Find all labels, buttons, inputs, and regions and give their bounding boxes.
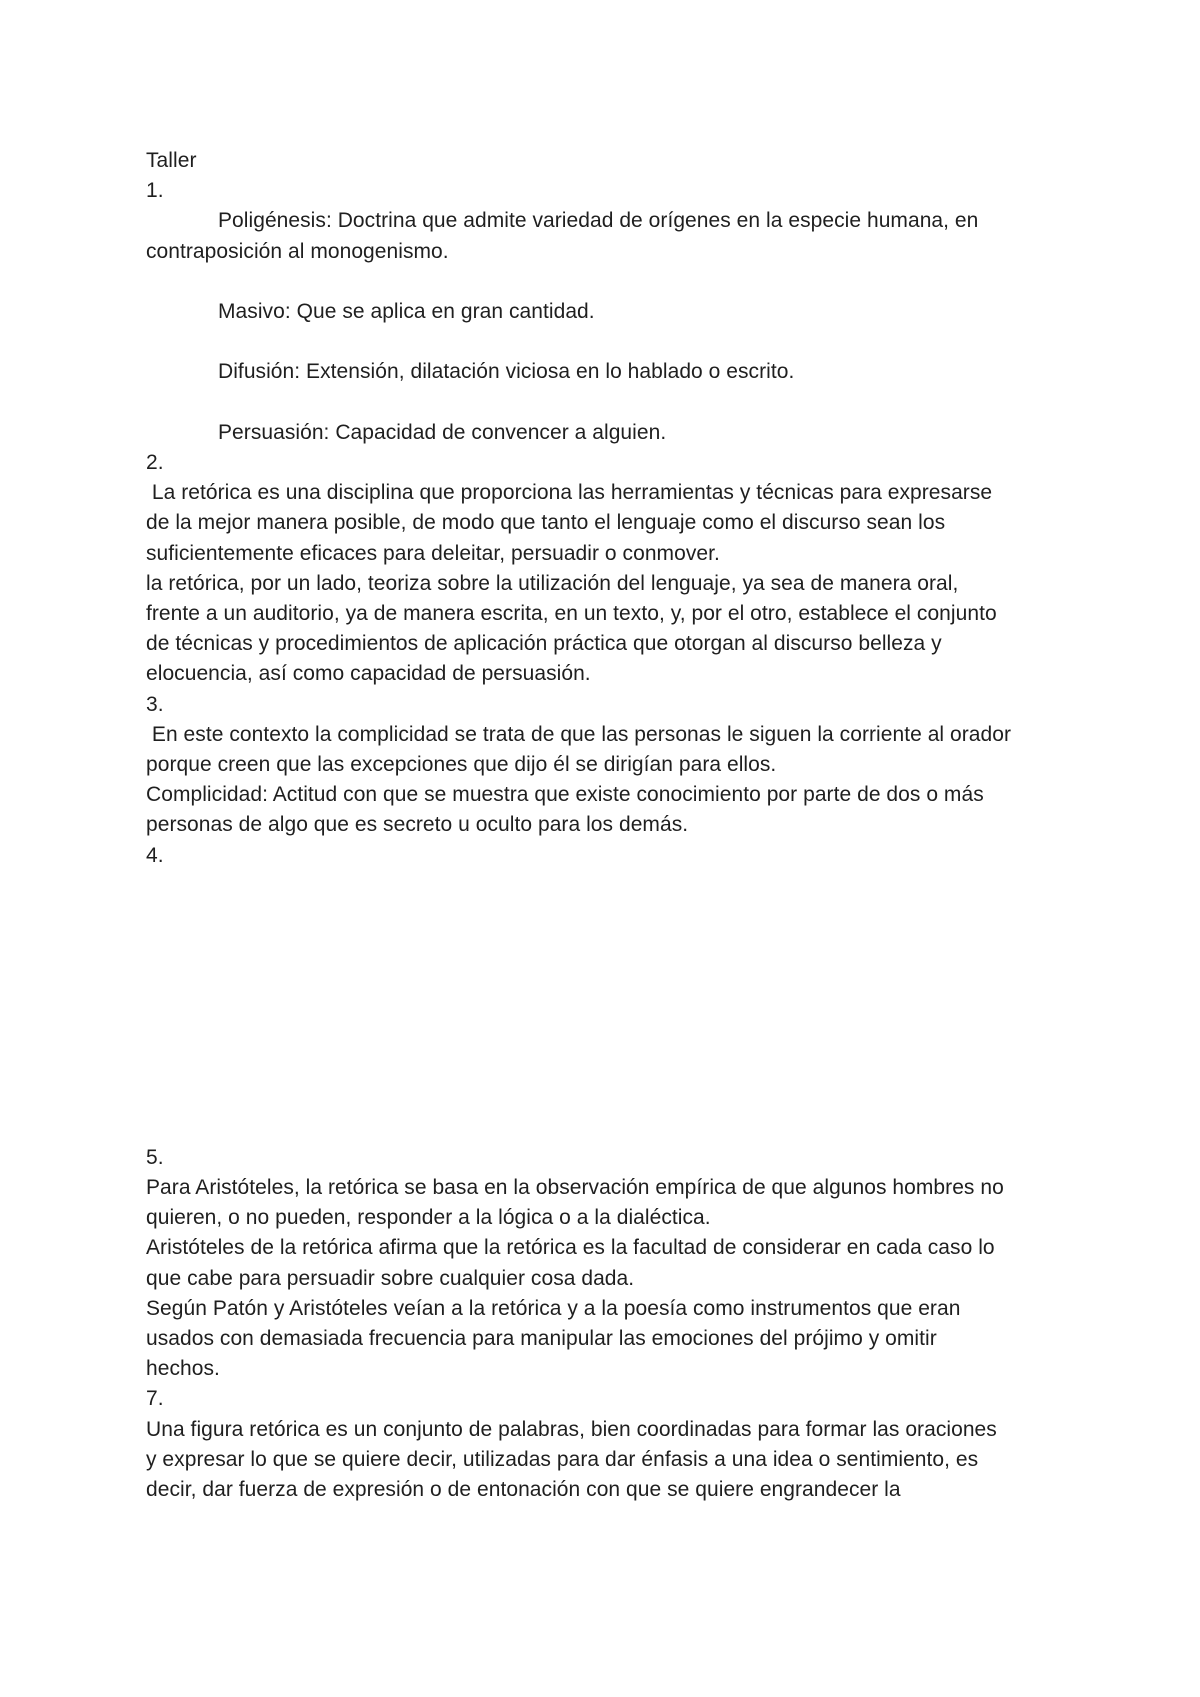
paragraph-line: Aristóteles de la retórica afirma que la retórica es la facultad de considerar en cada caso lo xyxy=(146,1236,995,1260)
paragraph-line: personas de algo que es secreto u oculto para los demás. xyxy=(146,813,689,837)
bullet-item-masivo xyxy=(146,297,1086,327)
section-4-number: 4. xyxy=(146,843,164,867)
paragraph-line: Para Aristóteles, la retórica se basa en la observación empírica de que algunos hombres no xyxy=(146,1176,1004,1200)
paragraph-line: elocuencia, así como capacidad de persuasión. xyxy=(146,662,591,686)
bullet-item-difusion xyxy=(146,357,1086,387)
section-7-number: 7. xyxy=(146,1387,164,1411)
paragraph-line: que cabe para persuadir sobre cualquier cosa dada. xyxy=(146,1266,635,1290)
bullet-item-text-continuation: contraposición al monogenismo. xyxy=(146,239,449,263)
section-3-number: 3. xyxy=(146,692,164,716)
bullet-item-text: Masivo: Que se aplica en gran cantidad. xyxy=(218,300,595,323)
paragraph-line: de la mejor manera posible, de modo que tanto el lenguaje como el discurso sean los xyxy=(146,511,946,535)
blank-area xyxy=(146,871,1086,1143)
bullet-item-text: Persuasión: Capacidad de convencer a alguien. xyxy=(218,420,667,444)
paragraph-line: porque creen que las excepciones que dijo él se dirigían para ellos. xyxy=(146,753,777,777)
paragraph-line: La retórica es una disciplina que proporciona las herramientas y técnicas para expresarse xyxy=(146,481,993,505)
paragraph-line: decir, dar fuerza de expresión o de entonación con que se quiere engrandecer la xyxy=(146,1478,901,1502)
paragraph-line: y expresar lo que se quiere decir, utilizadas para dar énfasis a una idea o sentimiento, es xyxy=(146,1447,979,1471)
paragraph-gap xyxy=(146,267,1086,297)
paragraph-line: suficientemente eficaces para deleitar, persuadir o conmover. xyxy=(146,541,720,565)
paragraph-line: Una figura retórica es un conjunto de palabras, bien coordinadas para formar las oraciones xyxy=(146,1417,997,1441)
paragraph-gap xyxy=(146,388,1086,418)
section-2-number: 2. xyxy=(146,450,164,474)
document-title: Taller xyxy=(146,149,197,172)
bullet-item-text: Poligénesis: Doctrina que admite variedad de orígenes en la especie humana, en xyxy=(218,209,979,233)
section-1-number: 1. xyxy=(146,179,164,203)
bullet-item-persuasion xyxy=(146,418,1086,448)
paragraph-line: frente a un auditorio, ya de manera escrita, en un texto, y, por el otro, establece el conjunto xyxy=(146,602,997,625)
paragraph-gap xyxy=(146,327,1086,357)
paragraph-line: de técnicas y procedimientos de aplicación práctica que otorgan al discurso belleza y xyxy=(146,632,942,656)
paragraph-line: usados con demasiada frecuencia para manipular las emociones del prójimo y omitir xyxy=(146,1327,937,1351)
paragraph-line: Complicidad: Actitud con que se muestra que existe conocimiento por parte de dos o más xyxy=(146,783,984,807)
document-body xyxy=(146,146,1086,1505)
section-5-number: 5. xyxy=(146,1145,164,1169)
bullet-item-poligenesis xyxy=(146,206,1086,236)
paragraph-line: En este contexto la complicidad se trata de que las personas le siguen la corriente al orador xyxy=(146,722,1012,746)
paragraph-line: hechos. xyxy=(146,1357,220,1381)
paragraph-line: quieren, o no pueden, responder a la lógica o a la dialéctica. xyxy=(146,1206,711,1230)
paragraph-line: la retórica, por un lado, teoriza sobre la utilización del lenguaje, ya sea de manera oral, xyxy=(146,571,959,595)
paragraph-line: Según Patón y Aristóteles veían a la retórica y a la poesía como instrumentos que eran xyxy=(146,1296,961,1320)
bullet-item-text: Difusión: Extensión, dilatación viciosa en lo hablado o escrito. xyxy=(218,360,795,384)
